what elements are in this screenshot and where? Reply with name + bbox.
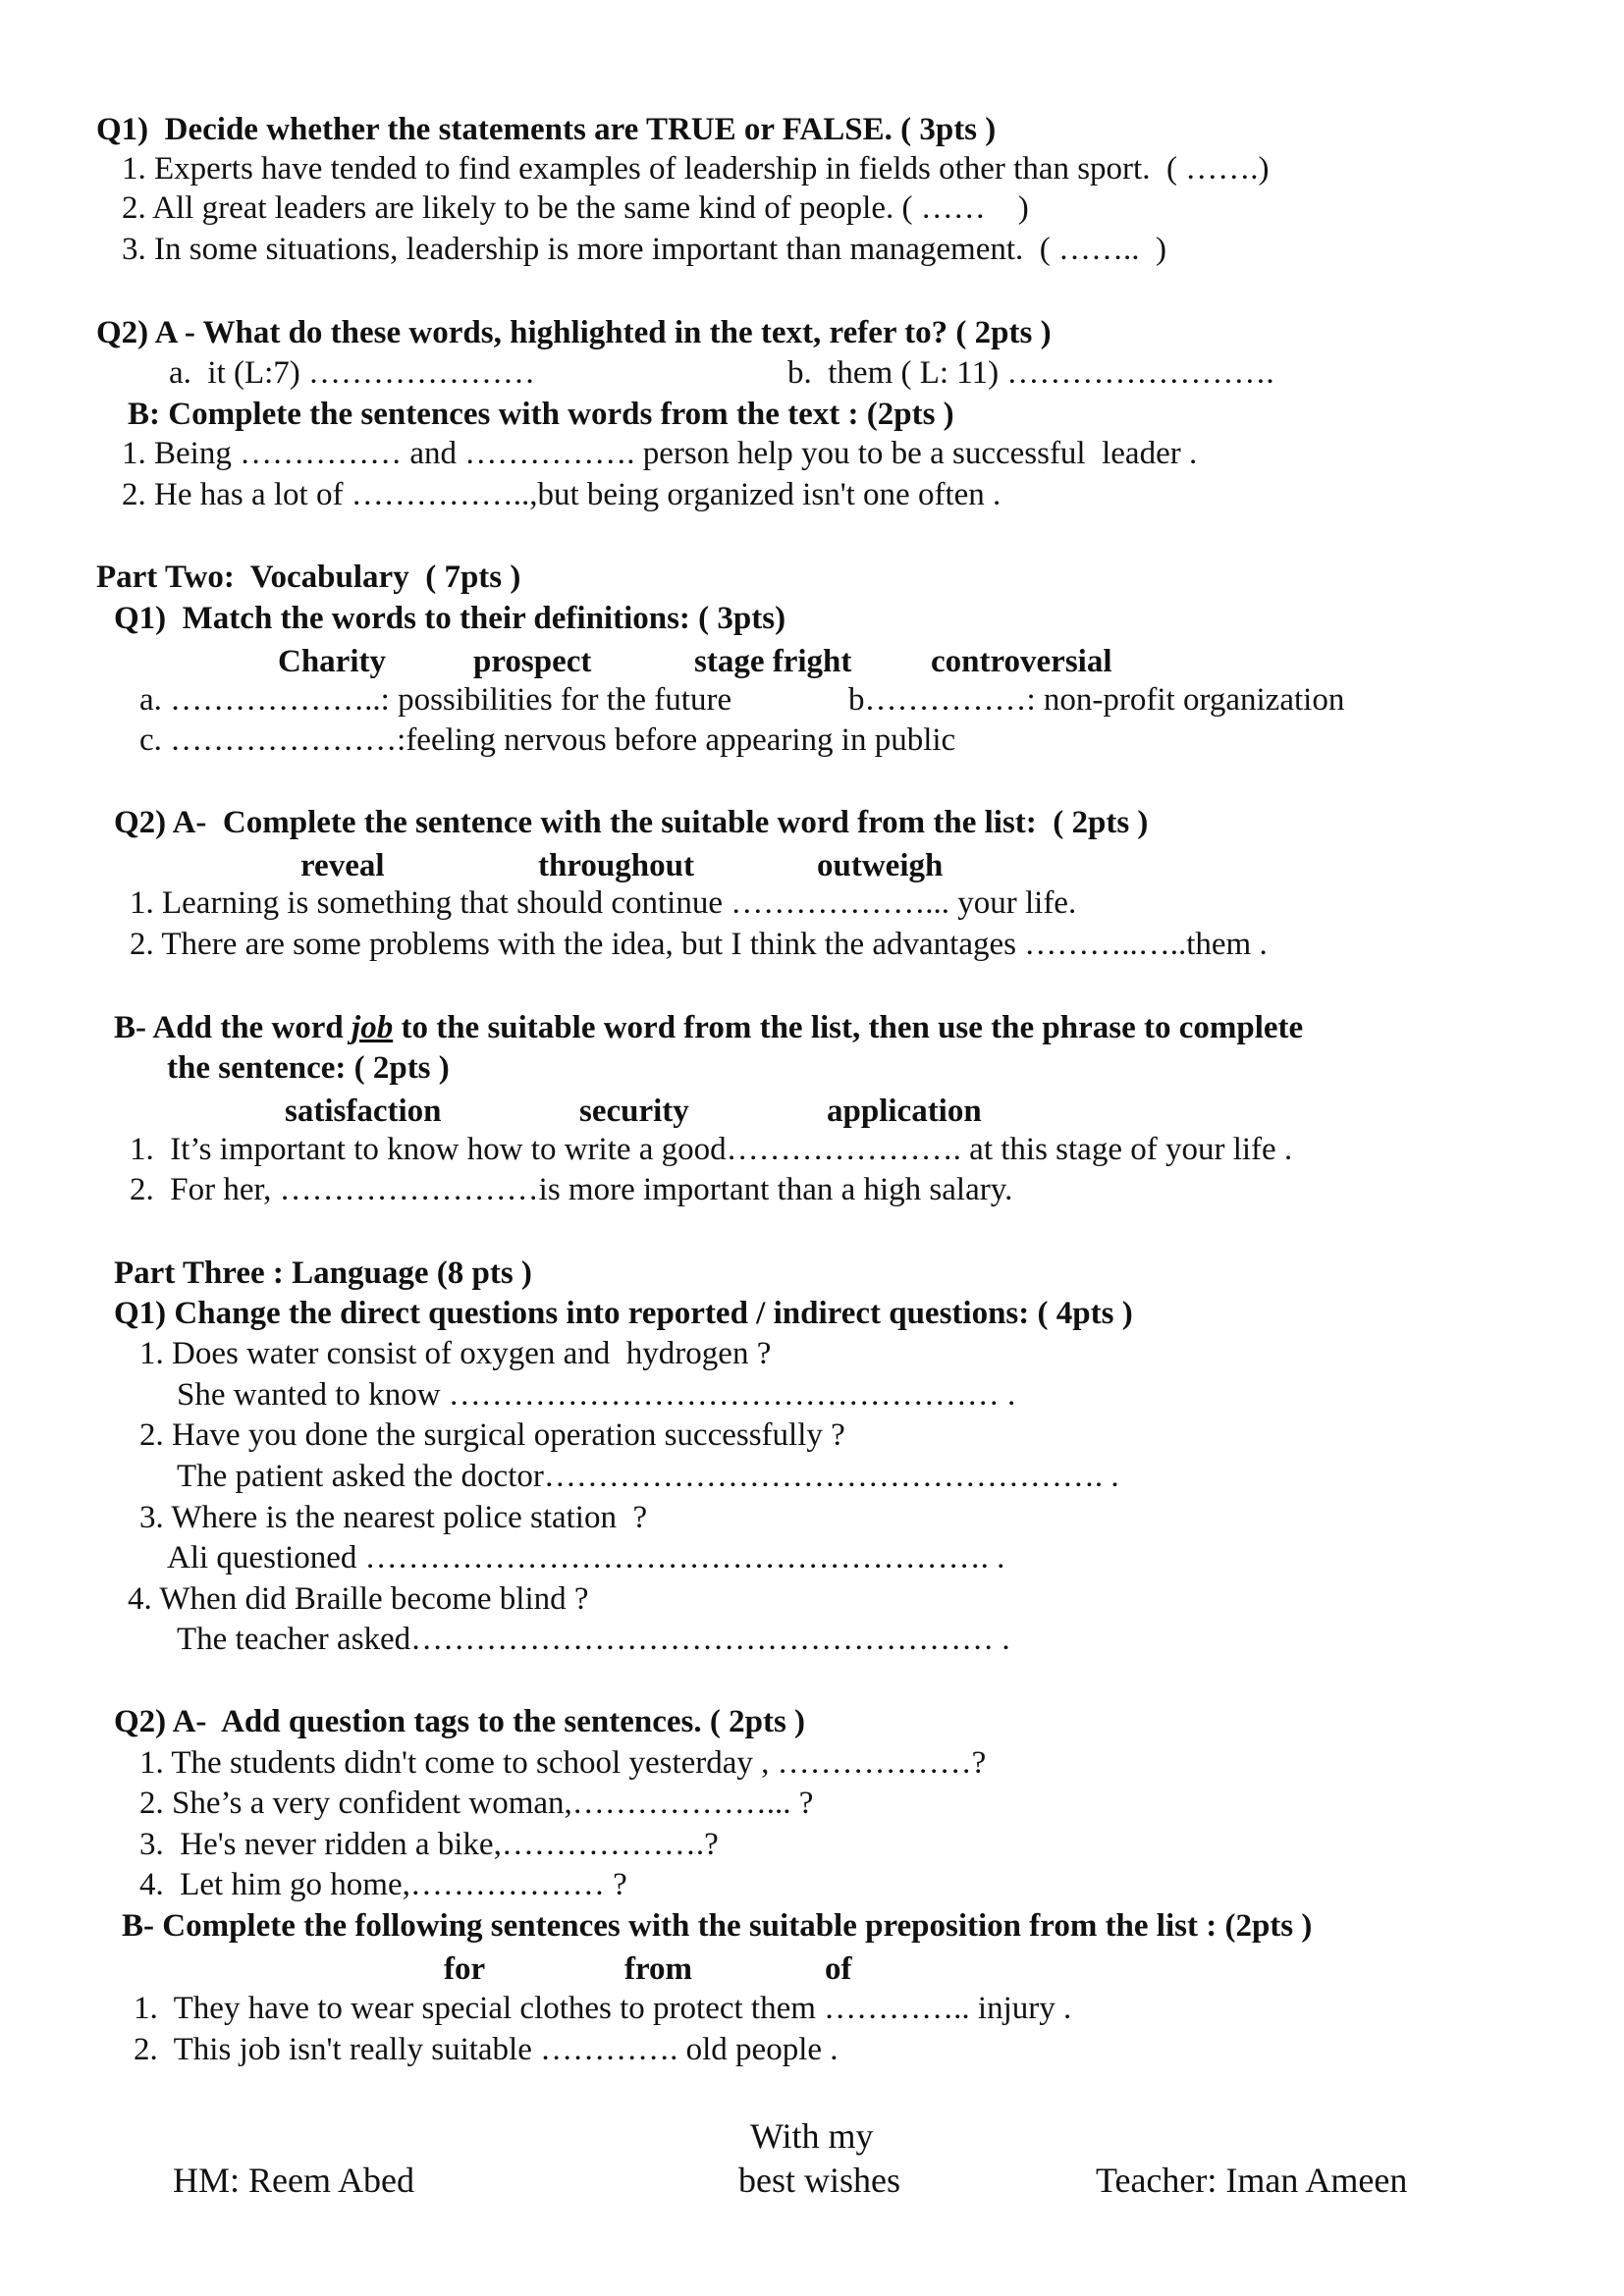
footer-teacher: Teacher: Iman Ameen: [1096, 2161, 1408, 2200]
lang-q1-title: Q1) Change the direct questions into reported / indirect questions: ( 4pts ): [114, 1296, 1133, 1331]
lang-q1-question-3: 3. Where is the nearest police station ?: [139, 1500, 648, 1535]
q1-item-2: 2. All great leaders are likely to be the same kind of people. ( …… ): [122, 190, 1029, 226]
word-box-item: reveal: [300, 848, 385, 883]
word-box-item: for: [444, 1951, 486, 1987]
word-box-item: prospect: [473, 644, 592, 679]
q1-item-3: 3. In some situations, leadership is more important than management. ( …….. ): [122, 232, 1167, 267]
lang-q1-answer-4: The teacher asked……………………………………………… .: [177, 1622, 1010, 1657]
part-three-heading: Part Three : Language (8 pts ): [114, 1255, 532, 1291]
word-box-item: satisfaction: [285, 1094, 442, 1129]
q2a-item-a: a. it (L:7) …………………: [169, 355, 536, 391]
lang-q1-answer-2: The patient asked the doctor……………………………………………. .: [177, 1459, 1119, 1494]
vocab-q2a-title: Q2) A- Complete the sentence with the suitable word from the list: ( 2pts ): [114, 805, 1149, 840]
word-box-item: stage fright: [694, 644, 852, 679]
q2a-title: Q2) A - What do these words, highlighted in the text, refer to? ( 2pts ): [96, 315, 1052, 350]
q2a-item-b: b. them ( L: 11) …………………….: [787, 355, 1274, 391]
word-box-item: controversial: [931, 644, 1112, 679]
word-box-item: throughout: [538, 848, 694, 883]
lang-q2b-item-2: 2. This job isn't really suitable …………. old people .: [134, 2032, 839, 2067]
q2b-item-2: 2. He has a lot of ……………..,but being organized isn't one often .: [122, 477, 1001, 512]
lang-q2b-title: B- Complete the following sentences with the suitable preposition from the list : (2pts ): [122, 1908, 1313, 1944]
word-box-item: Charity: [278, 644, 386, 679]
vocab-q1-title: Q1) Match the words to their definitions: ( 3pts): [114, 601, 786, 636]
word-box-item: from: [624, 1951, 693, 1987]
vocab-q2b-title: [114, 1012, 1303, 1044]
lang-q1-answer-1: She wanted to know …………………………………………… .: [177, 1377, 1016, 1413]
footer-headmistress: HM: Reem Abed: [173, 2161, 414, 2200]
lang-q1-question-1: 1. Does water consist of oxygen and hydrogen ?: [139, 1336, 772, 1371]
lang-q1-question-4: 4. When did Braille become blind ?: [128, 1581, 589, 1617]
lang-q2a-title: Q2) A- Add question tags to the sentences. ( 2pts ): [114, 1704, 806, 1739]
q2b-item-1: 1. Being …………… and ……………. person help you to be a successful leader .: [122, 436, 1198, 471]
vocab-def-a: a. ………………..: possibilities for the future: [139, 682, 732, 718]
vocab-q2b-title-pre: B- Add the word: [114, 1010, 352, 1045]
word-box-item: security: [579, 1094, 689, 1129]
q1-title: Q1) Decide whether the statements are TRUE or FALSE. ( 3pts ): [96, 112, 997, 147]
lang-q2a-item-3: 3. He's never ridden a bike,……………….?: [139, 1827, 719, 1862]
vocab-q2b-item-1: 1. It’s important to know how to write a good…………………. at this stage of your life .: [130, 1132, 1293, 1167]
q1-item-1: 1. Experts have tended to find examples of leadership in fields other than sport. ( …….): [122, 151, 1270, 187]
q2b-title: B: Complete the sentences with words from the text : (2pts ): [128, 397, 954, 432]
vocab-q2b-item-2: 2. For her, ……………………is more important than a high salary.: [130, 1172, 1013, 1207]
lang-q2a-item-2: 2. She’s a very confident woman,………………... ?: [139, 1786, 814, 1821]
vocab-def-b: b……………: non-profit organization: [848, 682, 1345, 718]
lang-q2a-item-1: 1. The students didn't come to school yesterday , ………………?: [139, 1745, 987, 1781]
word-box-item: of: [825, 1951, 852, 1987]
vocab-q2b-title-post: to the suitable word from the list, then use the phrase to complete: [393, 1010, 1304, 1045]
vocab-def-c: c. …………………:feeling nervous before appearing in public: [139, 722, 956, 758]
footer-wishes-line2: best wishes: [738, 2161, 900, 2200]
word-box-item: outweigh: [817, 848, 944, 883]
lang-q2a-item-4: 4. Let him go home,……………… ?: [139, 1867, 627, 1902]
footer-wishes-line1: With my: [750, 2116, 874, 2156]
part-two-heading: Part Two: Vocabulary ( 7pts ): [96, 560, 521, 595]
lang-q2b-item-1: 1. They have to wear special clothes to protect them ………….. injury .: [134, 1991, 1072, 2026]
word-box-item: application: [827, 1094, 982, 1129]
highlighted-word-job: job: [352, 1010, 394, 1045]
lang-q1-answer-3: Ali questioned …………………………………………………. .: [167, 1540, 1005, 1575]
vocab-q2a-item-1: 1. Learning is something that should continue ………………... your life.: [130, 885, 1077, 921]
vocab-q2b-title-line2: the sentence: ( 2pts ): [167, 1050, 450, 1086]
vocab-q2a-item-2: 2. There are some problems with the idea, but I think the advantages ………..…..them .: [130, 927, 1268, 962]
lang-q1-question-2: 2. Have you done the surgical operation successfully ?: [139, 1417, 845, 1453]
